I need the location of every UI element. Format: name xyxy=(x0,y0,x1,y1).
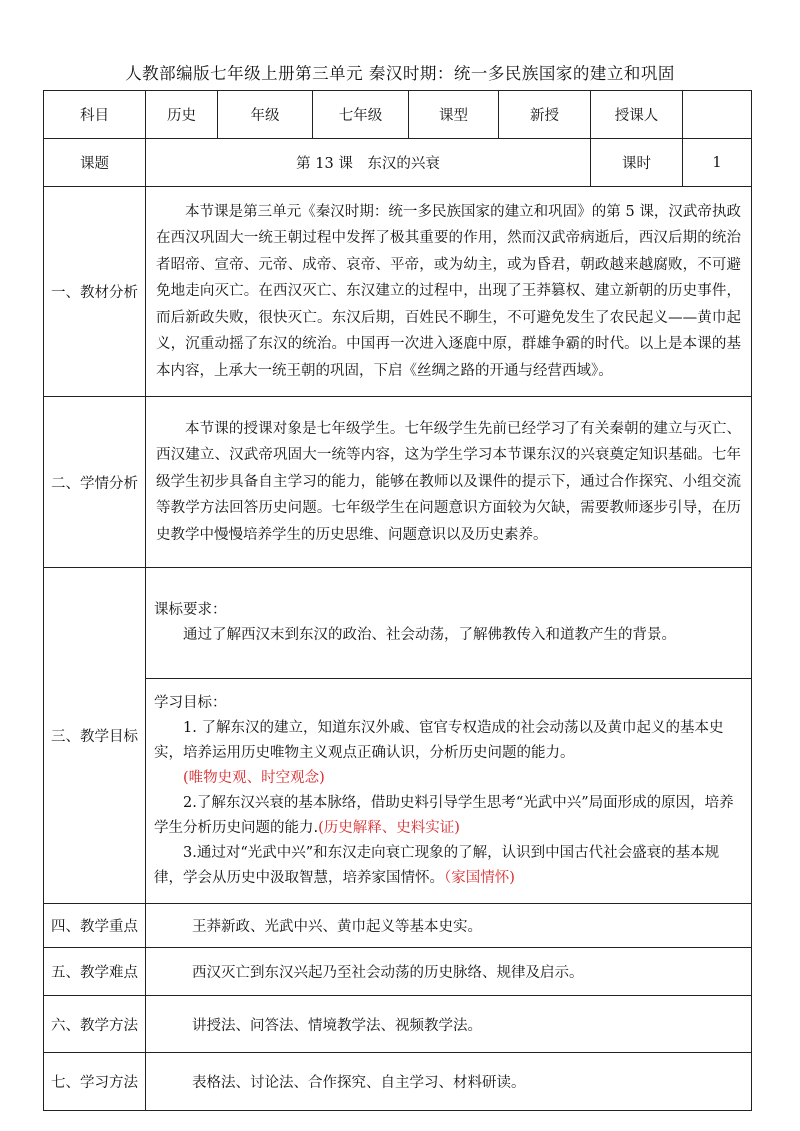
learning-goals-heading: 学习目标： xyxy=(154,695,227,711)
learning-goal-2 xyxy=(154,791,743,841)
textbook-analysis-cell xyxy=(146,187,752,397)
curriculum-requirements-cell xyxy=(146,568,752,679)
grade-value: 七年级 xyxy=(313,91,409,139)
learning-methods-label: 七、学习方法 xyxy=(44,1053,146,1111)
key-points-label: 四、教学重点 xyxy=(44,904,146,948)
teaching-goals-label: 三、教学目标 xyxy=(44,568,146,904)
lesson-type-label: 课型 xyxy=(409,91,499,139)
lesson-plan-table xyxy=(43,90,752,1111)
learning-goal-2-text: 2.了解东汉兴衰的基本脉络，借助史料引导学生思考“光武中兴”局面形成的原因，培养学生分析历史问题的能力. xyxy=(154,795,734,836)
teaching-methods-row xyxy=(44,996,752,1053)
student-analysis-row xyxy=(44,397,752,568)
student-analysis-text: 本节课的授课对象是七年级学生。七年级学生先前已经学习了有关秦朝的建立与灭亡、西汉建立、汉武帝巩固大一统等内容，这为学生学习本节课东汉的兴衰奠定知识基础。七年级学生初步具备自主学习的能力，能够在教师以及课件的提示下，通过合作探究、小组交流等教学方法回答历史问题。七年级学生在问题意识方面较为欠缺，需要教师逐步引导，在历史教学中慢慢培养学生的历史思维、问题意识以及历史素养。 xyxy=(156,420,741,543)
topic-value: 第 13 课 东汉的兴衰 xyxy=(146,139,591,187)
textbook-analysis-row xyxy=(44,187,752,397)
teaching-goals-row-a xyxy=(44,568,752,679)
topic-label: 课题 xyxy=(44,139,146,187)
key-points-row xyxy=(44,904,752,948)
document-title: 人教部编版七年级上册第三单元 秦汉时期：统一多民族国家的建立和巩固 xyxy=(125,64,675,83)
student-analysis-cell xyxy=(146,397,752,568)
topic-row xyxy=(44,139,752,187)
learning-goal-1: 1. 了解东汉的建立，知道东汉外戚、宦官专权造成的社会动荡以及黄巾起义的基本史实，培养运用历史唯物主义观点正确认识，分析历史问题的能力。 xyxy=(154,720,724,761)
hours-label: 课时 xyxy=(591,139,683,187)
difficulties-row xyxy=(44,948,752,996)
teaching-methods-label: 六、教学方法 xyxy=(44,996,146,1053)
hours-value: 1 xyxy=(683,139,752,187)
learning-goal-1-tag: (唯物史观、时空观念) xyxy=(183,770,325,786)
lesson-type-value: 新授 xyxy=(499,91,591,139)
difficulties-label: 五、教学难点 xyxy=(44,948,146,996)
teacher-label: 授课人 xyxy=(591,91,683,139)
learning-goal-2-tag: (历史解释、史料实证) xyxy=(318,820,460,836)
teacher-value xyxy=(683,91,752,139)
learning-goals-cell xyxy=(146,679,752,904)
learning-goal-3-tag: （家国情怀) xyxy=(444,870,515,886)
textbook-analysis-label: 一、教材分析 xyxy=(44,187,146,397)
subject-value: 历史 xyxy=(146,91,218,139)
subject-label: 科目 xyxy=(44,91,146,139)
learning-methods-text: 表格法、讨论法、合作探究、自主学习、材料研读。 xyxy=(146,1053,752,1111)
header-row xyxy=(44,91,752,139)
curriculum-heading: 课标要求： xyxy=(154,602,227,618)
curriculum-text: 通过了解西汉末到东汉的政治、社会动荡，了解佛教传入和道教产生的背景。 xyxy=(183,627,676,643)
key-points-text: 王莽新政、光武中兴、黄巾起义等基本史实。 xyxy=(146,904,752,948)
textbook-analysis-text: 本节课是第三单元《秦汉时期：统一多民族国家的建立和巩固》的第 5 课，汉武帝执政在西汉巩固大一统王朝过程中发挥了极其重要的作用，然而汉武帝病逝后，西汉后期的统治者昭帝、宣帝、元帝、成帝、哀帝、平帝，或为幼主，或为昏君，朝政越来越腐败，不可避免地走向灭亡。在西汉灭亡、东汉建立的过程中，出现了王莽篡权、建立新朝的历史事件，而后新政失败，很快灭亡。东汉后期，百姓民不聊生，不可避免发生了农民起义——黄巾起义，沉重动摇了东汉的统治。中国再一次进入逐鹿中原，群雄争霸的时代。以上是本课的基本内容，上承大一统王朝的巩固，下启《丝绸之路的开通与经营西域》。 xyxy=(156,203,741,379)
teaching-goals-row-b xyxy=(44,679,752,904)
learning-goal-3 xyxy=(154,841,743,891)
learning-goal-3-text: 3.通过对“光武中兴”和东汉走向衰亡现象的了解，认识到中国古代社会盛衰的基本规律，学会从历史中汲取智慧，培养家国情怀。 xyxy=(154,845,720,886)
teaching-methods-text: 讲授法、问答法、情境教学法、视频教学法。 xyxy=(146,996,752,1053)
difficulties-text: 西汉灭亡到东汉兴起乃至社会动荡的历史脉络、规律及启示。 xyxy=(146,948,752,996)
learning-methods-row xyxy=(44,1053,752,1111)
student-analysis-label: 二、学情分析 xyxy=(44,397,146,568)
grade-label: 年级 xyxy=(218,91,313,139)
